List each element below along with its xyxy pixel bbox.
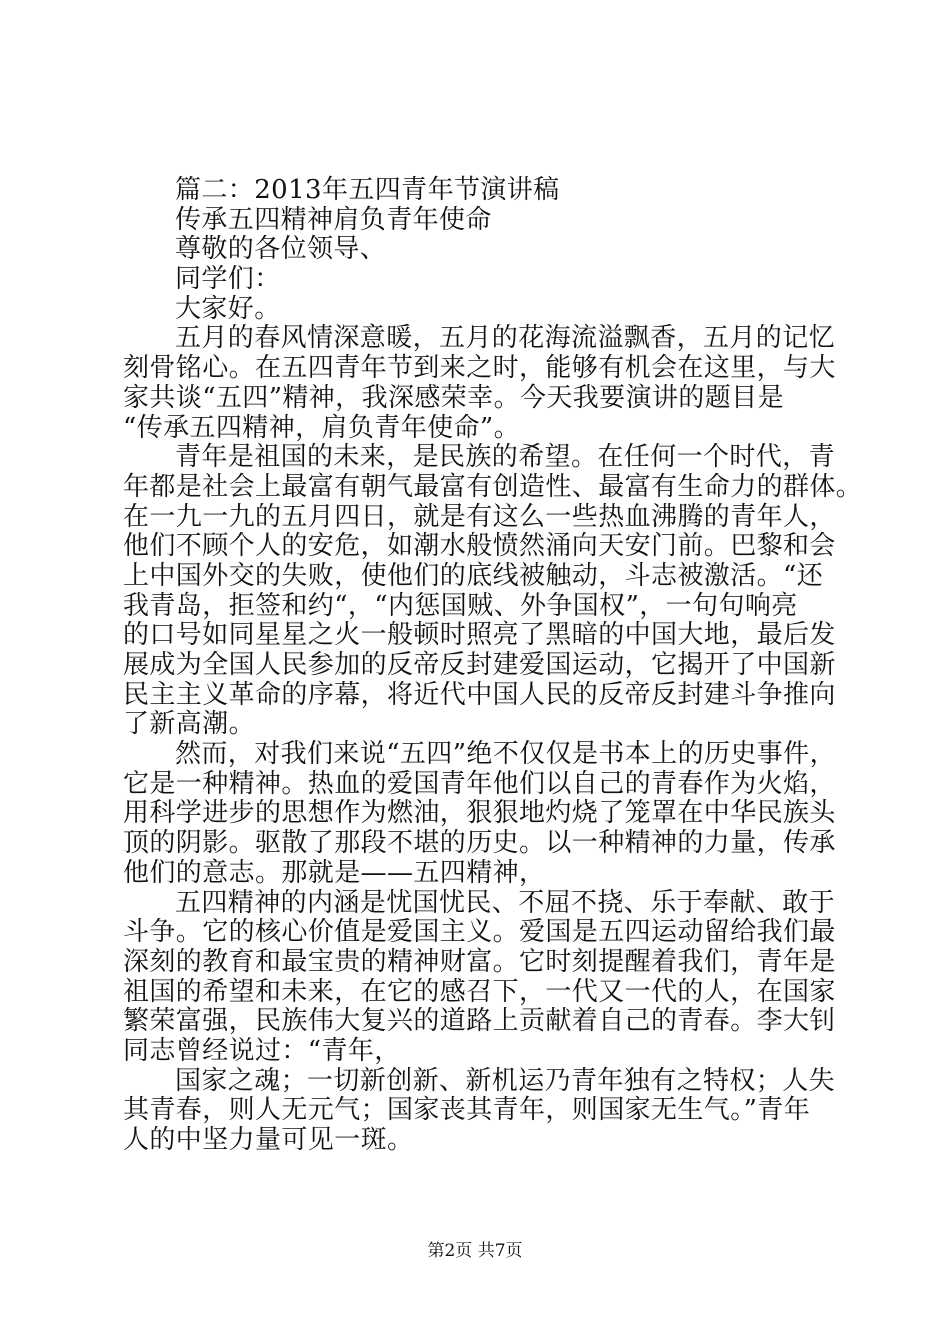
text-line: 繁荣富强，民族伟大复兴的道路上贡献着自己的青春。李大钊 (123, 1006, 836, 1037)
text-line: 我青岛，拒签和约“，“内惩国贼、外争国权”，一句句响亮 (123, 590, 798, 621)
text-line: 青年是祖国的未来，是民族的希望。在任何一个时代，青 (175, 442, 836, 473)
text-line: 然而，对我们来说“五四”绝不仅仅是书本上的历史事件， (175, 739, 836, 770)
text-line: 尊敬的各位领导、 (175, 234, 387, 265)
text-line: 祖国的希望和未来，在它的感召下，一代又一代的人，在国家 (123, 976, 836, 1007)
text-line: 家共谈“五四”精神，我深感荣幸。今天我要演讲的题目是 (123, 382, 784, 413)
text-line: 同学们： (175, 264, 281, 295)
text-line: 深刻的教育和最宝贵的精神财富。它时刻提醒着我们，青年是 (123, 946, 836, 977)
text-line: 传承五四精神肩负青年使命 (175, 204, 492, 235)
text-line: 它是一种精神。热血的爱国青年他们以自己的青春作为火焰， (123, 768, 836, 799)
document-body (123, 175, 863, 1156)
text-line: 民主主义革命的序幕，将近代中国人民的反帝反封建斗争推向 (123, 679, 836, 710)
text-line: 用科学进步的思想作为燃油，狠狠地灼烧了笼罩在中华民族头 (123, 798, 836, 829)
page-footer: 第2页 共7页 (427, 1241, 523, 1261)
text-line: 他们的意志。那就是——五四精神， (123, 857, 546, 888)
text-line: 他们不顾个人的安危，如潮水般愤然涌向天安门前。巴黎和会 (123, 531, 836, 562)
text-line: 篇二：2013年五四青年节演讲稿 (175, 175, 560, 205)
text-line: 刻骨铭心。在五四青年节到来之时，能够有机会在这里，与大 (123, 353, 836, 384)
text-line: 五月的春风情深意暖，五月的花海流溢飘香，五月的记忆 (175, 323, 836, 354)
text-line: “传承五四精神，肩负青年使命”。 (123, 412, 520, 443)
text-line: 了新高潮。 (123, 709, 256, 740)
text-line: 国家之魂；一切新创新、新机运乃青年独有之特权；人失 (175, 1065, 836, 1096)
text-line: 上中国外交的失败，使他们的底线被触动，斗志被激活。“还 (123, 560, 824, 591)
text-line: 人的中坚力量可见一斑。 (123, 1125, 414, 1155)
text-line: 同志曾经说过：“青年， (123, 1035, 401, 1066)
text-line: 顶的阴影。驱散了那段不堪的历史。以一种精神的力量，传承 (123, 828, 836, 859)
text-line: 五四精神的内涵是忧国忧民、不屈不挠、乐于奉献、敢于 (175, 887, 836, 918)
text-line: 斗争。它的核心价值是爱国主义。爱国是五四运动留给我们最 (123, 917, 836, 948)
text-line: 的口号如同星星之火一般顿时照亮了黑暗的中国大地，最后发 (123, 620, 836, 651)
text-line: 大家好。 (175, 293, 281, 324)
text-line: 年都是社会上最富有朝气最富有创造性、最富有生命力的群体。 (123, 471, 863, 502)
text-line: 在一九一九的五月四日，就是有这么一些热血沸腾的青年人， (123, 501, 836, 532)
text-line: 其青春，则人无元气；国家丧其青年，则国家无生气。”青年 (123, 1095, 811, 1126)
text-line: 展成为全国人民参加的反帝反封建爱国运动，它揭开了中国新 (123, 650, 836, 680)
